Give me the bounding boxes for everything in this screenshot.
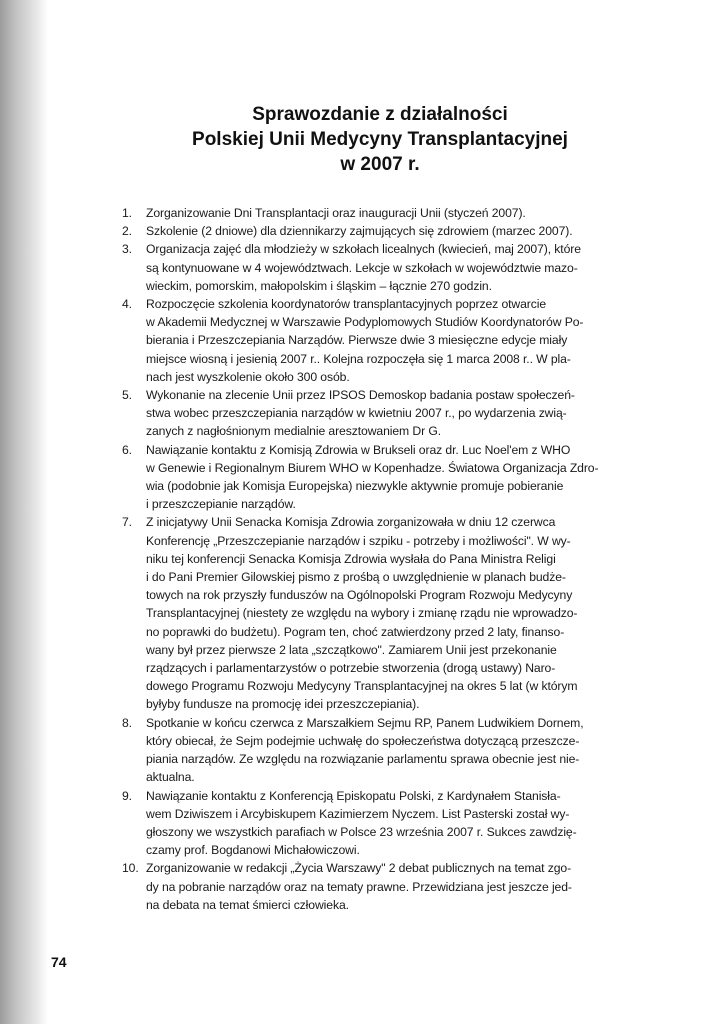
list-item-text-line: który obiecał, że Sejm podejmie uchwałę do społeczeństwa dotyczącą przeszcze-	[146, 733, 580, 748]
list-item-text-line: Spotkanie w końcu czerwca z Marszałkiem Sejmu RP, Panem Ludwikiem Dornem,	[146, 715, 584, 730]
list-item	[112, 295, 634, 386]
list-item-text-line: Rozpoczęcie szkolenia koordynatorów transplantacyjnych poprzez otwarcie	[146, 297, 547, 312]
report-list	[112, 204, 634, 914]
list-item-text-line: niku tej konferencji Senacka Komisja Zdrowia wysłała do Pana Ministra Religi	[146, 551, 556, 566]
list-item-text-line: aktualna.	[146, 770, 195, 785]
document-title	[60, 102, 700, 177]
list-item-text-line: stwa wobec przeszczepiania narządów w kwietniu 2007 r., po wydarzenia zwią-	[146, 406, 567, 421]
list-item	[112, 240, 634, 295]
list-item	[112, 714, 634, 787]
list-item-number: 1.	[122, 206, 132, 220]
list-item-text-line: nach jest wyszkolenie około 300 osób.	[146, 369, 350, 384]
list-item-text-line: wany był przez pierwsze 2 lata „szczątkowo". Zamiarem Unii jest przekonanie	[146, 642, 557, 657]
list-item-text-line: no poprawki do budżetu). Pogram ten, choć zatwierdzony przed 2 laty, finanso-	[146, 624, 565, 639]
list-item-number: 8.	[122, 715, 132, 730]
list-item-number: 6.	[122, 442, 132, 457]
list-item-number: 9.	[122, 788, 132, 803]
list-item-text-line: Wykonanie na zlecenie Unii przez IPSOS Demoskop badania postaw społeczeń-	[146, 388, 575, 403]
list-item-text-line: piania narządów. Ze względu na rozwiązanie parlamentu sprawa obecnie jest nie-	[146, 752, 580, 767]
list-item-text-line: Zorganizowanie Dni Transplantacji oraz inauguracji Unii (styczeń 2007).	[146, 206, 526, 220]
list-item-text-line: czamy prof. Bogdanowi Michałowiczowi.	[146, 843, 360, 858]
list-item-text-line: na debata na temat śmierci człowieka.	[146, 897, 349, 912]
list-item-text-line: i do Pani Premier Gilowskiej pismo z prośbą o uwzględnienie w planach budże-	[146, 570, 566, 585]
list-item-text-line: Transplantacyjnej (niestety ze względu na wybory i zmianę rządu nie wprowadzo-	[146, 606, 578, 621]
list-item-text-line: dy na pobranie narządów oraz na tematy prawne. Przewidziana jest jeszcze jed-	[146, 879, 572, 894]
list-item-text-line: Nawiązanie kontaktu z Komisją Zdrowia w Brukseli oraz dr. Luc Noel'em z WHO	[146, 442, 571, 457]
list-item-number: 3.	[122, 242, 132, 257]
list-item-text-line: Nawiązanie kontaktu z Konferencją Episkopatu Polski, z Kardynałem Stanisła-	[146, 788, 561, 803]
list-item-text-line: głoszony we wszystkich parafiach w Polsce 23 września 2007 r. Sukces zawdzię-	[146, 824, 577, 839]
list-item	[112, 204, 634, 222]
list-item-text-line: Organizacja zajęć dla młodzieży w szkołach licealnych (kwiecień, maj 2007), które	[146, 242, 581, 257]
title-line: Sprawozdanie z działalności	[252, 104, 508, 125]
list-item-text-line: są kontynuowane w 4 województwach. Lekcje w szkołach w województwie mazo-	[146, 260, 578, 275]
list-item-text-line: Zorganizowanie w redakcji „Życia Warszawy" 2 debat publicznych na temat zgo-	[146, 861, 572, 876]
page-edge-shadow	[0, 0, 48, 1024]
list-item-text-line: wem Dziwiszem i Arcybiskupem Kazimierzem Nyczem. List Pasterski został wy-	[146, 806, 570, 821]
list-item	[112, 787, 634, 860]
list-item-number: 2.	[122, 224, 132, 239]
list-item-text-line: w Genewie i Regionalnym Biurem WHO w Kopenhadze. Światowa Organizacja Zdro-	[146, 460, 599, 475]
list-item-text-line: towych na rok przyszły funduszów na Ogólnopolski Program Rozwoju Medycyny	[146, 588, 573, 603]
list-item-text-line: rządzących i parlamentarzystów o potrzebie stworzenia (drogą ustawy) Naro-	[146, 661, 556, 676]
title-line: w 2007 r.	[340, 154, 420, 175]
list-item-text-line: bierania i Przeszczepiania Narządów. Pierwsze dwie 3 miesięczne edycje miały	[146, 333, 568, 348]
list-item-text-line: w Akademii Medycznej w Warszawie Podyplomowych Studiów Koordynatorów Po-	[146, 315, 584, 330]
list-item-text-line: zanych z nagłośnionym medialnie aresztowaniem Dr G.	[146, 424, 441, 439]
list-item	[112, 441, 634, 514]
list-item-text-line: wieckim, pomorskim, małopolskim i śląskim – łącznie 270 godzin.	[146, 278, 492, 293]
list-item-text-line: wia (podobnie jak Komisja Europejska) niezwykle aktywnie promuje pobieranie	[146, 479, 564, 494]
list-item-text-line: miejsce wiosną i jesienią 2007 r.. Kolejna rozpoczęła się 1 marca 2008 r.. W pla-	[146, 351, 571, 366]
list-item-text-line: Szkolenie (2 dniowe) dla dziennikarzy zajmujących się zdrowiem (marzec 2007).	[146, 224, 573, 239]
list-item-text-line: Z inicjatywy Unii Senacka Komisja Zdrowia zorganizowała w dniu 12 czerwca	[146, 515, 556, 530]
list-item-number: 7.	[122, 515, 132, 530]
list-item-text-line: Konferencję „Przeszczepianie narządów i szpiku - potrzeby i możliwości". W wy-	[146, 533, 571, 548]
list-item-number: 10.	[122, 861, 139, 876]
list-item	[112, 513, 634, 713]
list-item	[112, 222, 634, 240]
list-item	[112, 386, 634, 441]
list-item-text-line: byłyby fundusze na promocję idei przeszczepiania).	[146, 697, 420, 712]
list-item-number: 5.	[122, 388, 132, 403]
list-item-text-line: dowego Programu Rozwoju Medycyny Transplantacyjnej na okres 5 lat (w którym	[146, 679, 578, 694]
list-item	[112, 859, 634, 914]
page-number: 74	[51, 954, 67, 970]
list-item-number: 4.	[122, 297, 132, 312]
list-item-text-line: i przeszczepianie narządów.	[146, 497, 296, 512]
title-line: Polskiej Unii Medycyny Transplantacyjnej	[192, 129, 568, 150]
